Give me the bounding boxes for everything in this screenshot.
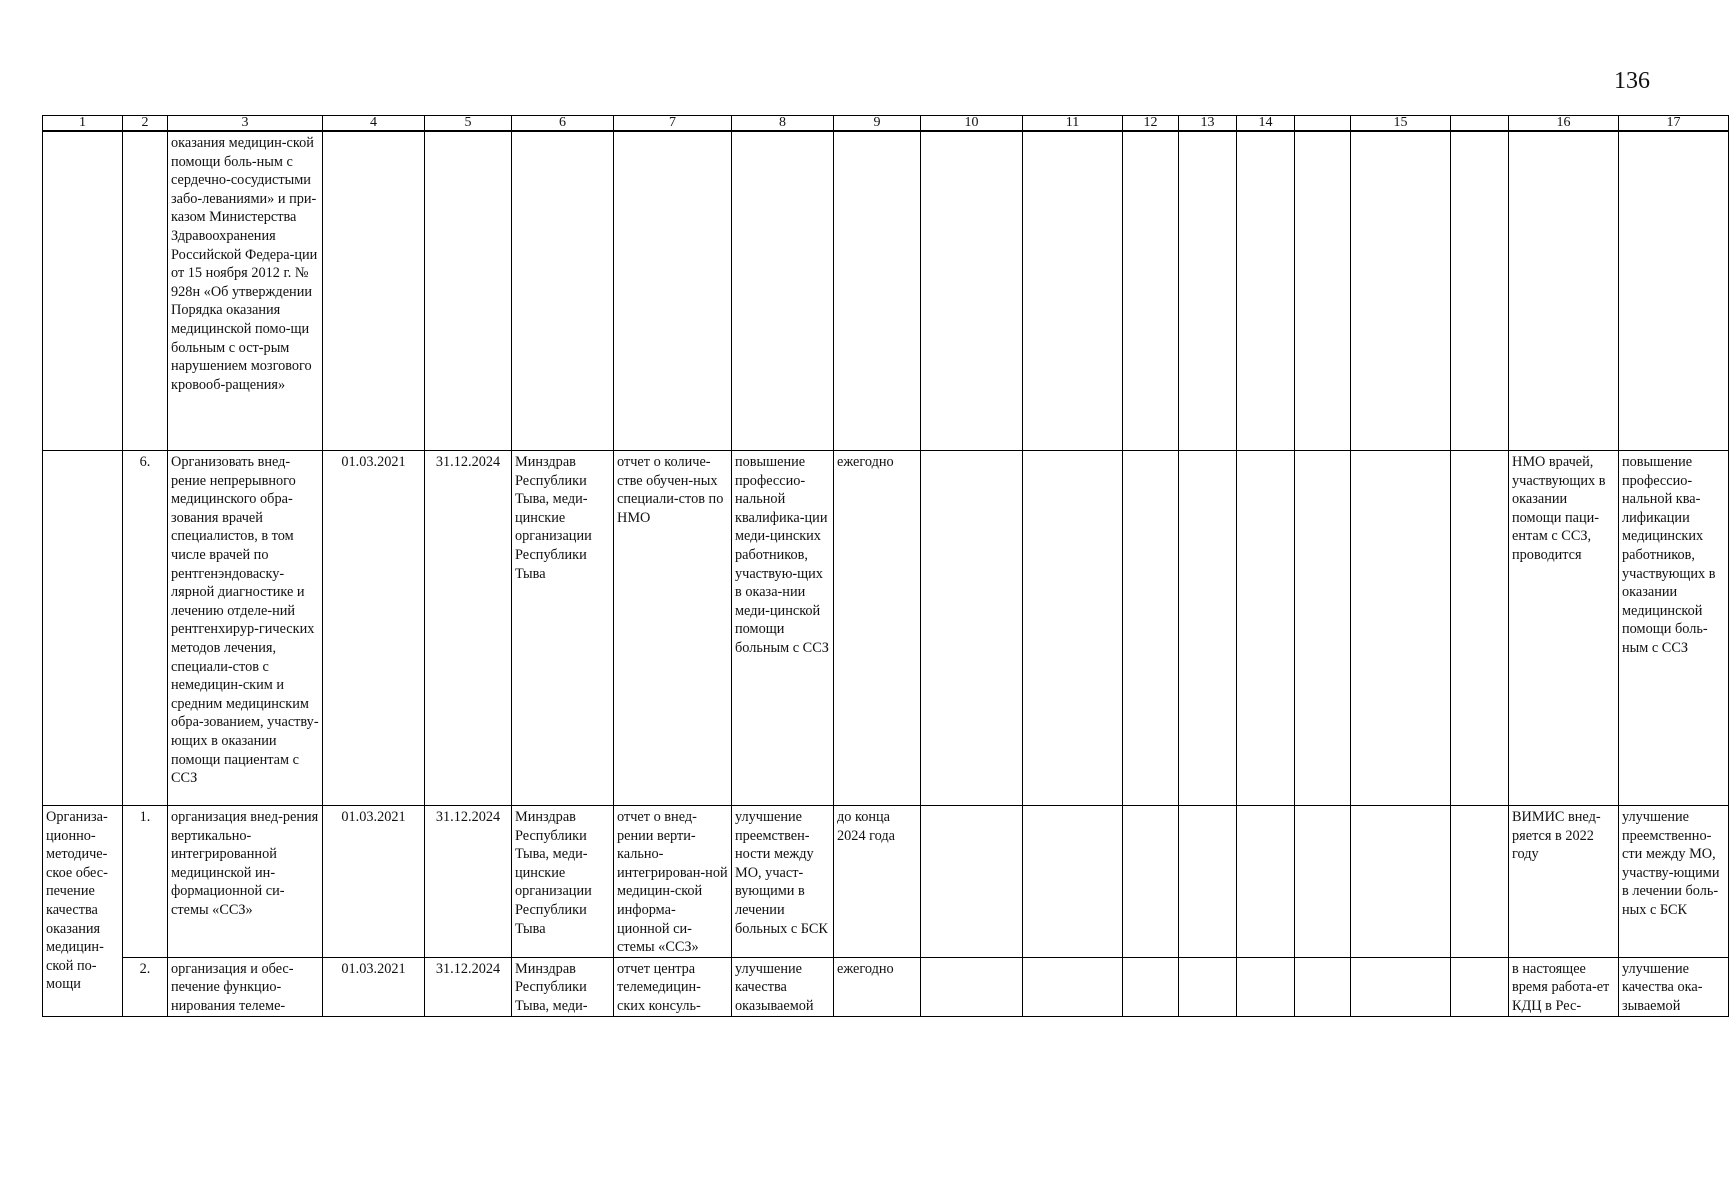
table-row [43,451,1729,806]
empty-cell [1237,806,1295,958]
empty-cell [1451,131,1509,451]
empty-cell [1179,451,1237,806]
column-header: 5 [425,116,512,132]
empty-cell [1123,806,1179,958]
effect-cell: улучшение качества ока-зываемой [1619,957,1729,1016]
start-date: 01.03.2021 [323,451,425,806]
column-header: 3 [168,116,323,132]
empty-cell [1179,957,1237,1016]
result-cell: улучшение преемствен-ности между МО, участ-вующими в лечении больных с БСК [732,806,834,958]
empty-cell [921,806,1023,958]
measure-cell: Организовать внед-рение непрерывного медицинского обра-зования врачей специалистов, в том числе врачей по рентгенэндоваску-лярной диагностике и лечению отделе-ний рентгенхирур-гических методов лечения, специали-стов с немедицин-ским и средним медицинским обра-зованием, участву-ющих в оказании помощи пациентам с ССЗ [168,451,323,806]
empty-cell [1023,806,1123,958]
report-cell [614,131,732,451]
empty-cell [1237,957,1295,1016]
end-date: 31.12.2024 [425,957,512,1016]
empty-cell [1351,451,1451,806]
column-header: 12 [1123,116,1179,132]
executor-cell: Минздрав Республики Тыва, меди-цинские организации Республики Тыва [512,806,614,958]
item-number: 2. [123,957,168,1016]
executor-cell: Минздрав Республики Тыва, меди- [512,957,614,1016]
column-header [1451,116,1509,132]
empty-cell [1295,806,1351,958]
empty-cell [1179,806,1237,958]
period-cell: ежегодно [834,451,921,806]
empty-cell [921,957,1023,1016]
report-cell: отчет центра телемедицин-ских консуль- [614,957,732,1016]
status-cell: в настоящее время работа-ет КДЦ в Рес- [1509,957,1619,1016]
result-cell [732,131,834,451]
column-header: 11 [1023,116,1123,132]
measure-cell: оказания медицин-ской помощи боль-ным с сердечно-сосудистыми забо-леваниями» и при-казом Министерства Здравоохранения Российской Федера-ции от 15 ноября 2012 г. № 928н «Об утверждении Порядка оказания медицинской помо-щи больным с ост-рым нарушением мозгового кровооб-ращения» [168,131,323,451]
column-header: 13 [1179,116,1237,132]
column-header: 17 [1619,116,1729,132]
start-date: 01.03.2021 [323,806,425,958]
start-date [323,131,425,451]
end-date: 31.12.2024 [425,451,512,806]
result-cell: улучшение качества оказываемой [732,957,834,1016]
empty-cell [1451,957,1509,1016]
item-number: 1. [123,806,168,958]
column-header: 15 [1351,116,1451,132]
item-number [123,131,168,451]
executor-cell [512,131,614,451]
status-cell: ВИМИС внед-ряется в 2022 году [1509,806,1619,958]
column-header: 1 [43,116,123,132]
section-cell [43,451,123,806]
column-header: 6 [512,116,614,132]
empty-cell [1237,451,1295,806]
empty-cell [1451,806,1509,958]
empty-cell [1451,451,1509,806]
column-header: 16 [1509,116,1619,132]
effect-cell: улучшение преемственно-сти между МО, участву-ющими в лечении боль-ных с БСК [1619,806,1729,958]
column-header: 7 [614,116,732,132]
effect-cell: повышение профессио-нальной ква-лификации медицинских работников, участвующих в оказании медицинской помощи боль-ным с ССЗ [1619,451,1729,806]
empty-cell [1023,451,1123,806]
column-number-row [43,116,1729,132]
column-header: 10 [921,116,1023,132]
period-cell: до конца 2024 года [834,806,921,958]
status-cell [1509,131,1619,451]
empty-cell [1351,957,1451,1016]
column-header: 14 [1237,116,1295,132]
empty-cell [1295,957,1351,1016]
empty-cell [1295,451,1351,806]
measure-cell: организация и обес-печение функцио-нирования телеме- [168,957,323,1016]
end-date [425,131,512,451]
effect-cell [1619,131,1729,451]
empty-cell [1023,957,1123,1016]
empty-cell [921,451,1023,806]
report-cell: отчет о количе-стве обучен-ных специали-стов по НМО [614,451,732,806]
column-header: 8 [732,116,834,132]
start-date: 01.03.2021 [323,957,425,1016]
section-cell [43,131,123,451]
result-cell: повышение профессио-нальной квалифика-ции меди-цинских работников, участвую-щих в оказа-нии меди-цинской помощи больным с ССЗ [732,451,834,806]
empty-cell [1123,131,1179,451]
table-row [43,957,1729,1016]
column-header: 4 [323,116,425,132]
table-row [43,806,1729,958]
empty-cell [1179,131,1237,451]
measure-cell: организация внед-рения вертикально-интегрированной медицинской ин-формационной си-стемы «ССЗ» [168,806,323,958]
section-cell: Организа-ционно-методиче-ское обес-печение качества оказания медицин-ской по-мощи [43,806,123,1017]
column-header [1295,116,1351,132]
empty-cell [921,131,1023,451]
report-cell: отчет о внед-рении верти-кально-интегрирован-ной медицин-ской информа-ционной си-стемы «ССЗ» [614,806,732,958]
empty-cell [1023,131,1123,451]
item-number: 6. [123,451,168,806]
empty-cell [1295,131,1351,451]
executor-cell: Минздрав Республики Тыва, меди-цинские организации Республики Тыва [512,451,614,806]
period-cell: ежегодно [834,957,921,1016]
empty-cell [1351,131,1451,451]
period-cell [834,131,921,451]
column-header: 9 [834,116,921,132]
status-cell: НМО врачей, участвующих в оказании помощи паци-ентам с ССЗ, проводится [1509,451,1619,806]
empty-cell [1123,957,1179,1016]
table-row [43,131,1729,451]
plan-table [42,115,1729,1017]
column-header: 2 [123,116,168,132]
page-number: 136 [1614,68,1650,94]
empty-cell [1123,451,1179,806]
empty-cell [1351,806,1451,958]
end-date: 31.12.2024 [425,806,512,958]
empty-cell [1237,131,1295,451]
